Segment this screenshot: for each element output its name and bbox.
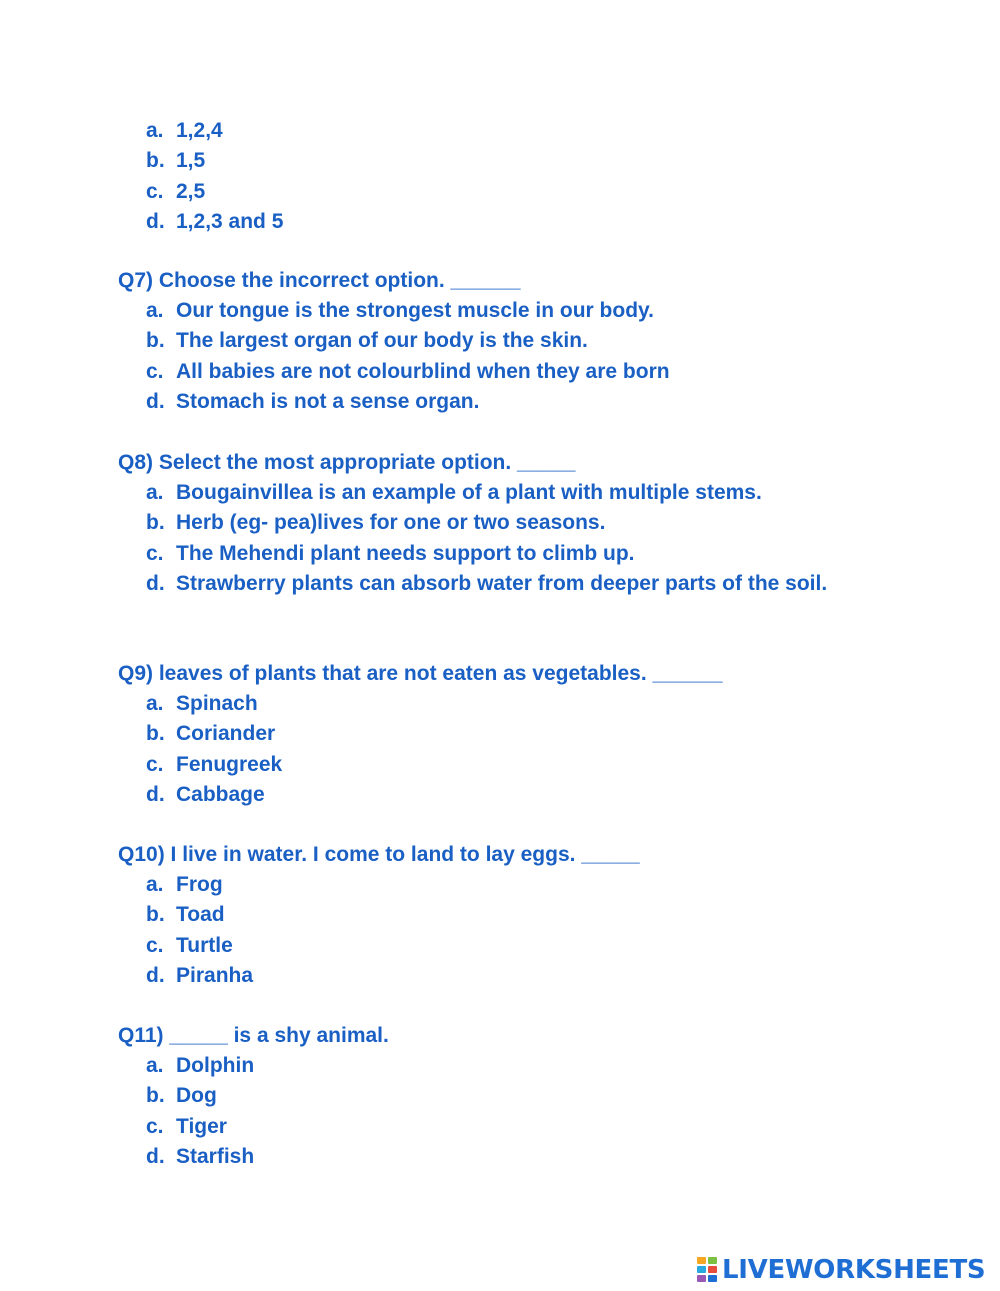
options-list bbox=[118, 296, 856, 417]
option-c[interactable]: c. Tiger bbox=[146, 1114, 227, 1138]
option-c[interactable]: c. Turtle bbox=[146, 933, 233, 957]
option-c[interactable]: c. The Mehendi plant needs support to climb up. bbox=[146, 541, 635, 565]
option-b[interactable]: b. Toad bbox=[146, 903, 225, 927]
option-c[interactable]: c. Fenugreek bbox=[146, 752, 283, 776]
question-text: Q11) _____ is a shy animal. bbox=[118, 1024, 389, 1047]
question-block-q8 bbox=[118, 448, 856, 599]
option-d[interactable]: d. Stomach is not a sense organ. bbox=[146, 389, 480, 413]
options-list bbox=[118, 478, 856, 599]
question-text: Q8) Select the most appropriate option. _____ bbox=[118, 451, 576, 474]
option-c[interactable]: c. 2,5 bbox=[146, 179, 206, 203]
question-text: Q10) I live in water. I come to land to lay eggs. _____ bbox=[118, 843, 640, 866]
option-a[interactable]: a. Spinach bbox=[146, 692, 258, 715]
question-block-q9 bbox=[118, 659, 856, 810]
option-b[interactable]: b. Coriander bbox=[146, 722, 276, 746]
option-b[interactable]: b. 1,5 bbox=[146, 149, 206, 173]
option-b[interactable]: b. Dog bbox=[146, 1084, 217, 1108]
option-d[interactable]: d. 1,2,3 and 5 bbox=[146, 209, 284, 233]
options-list bbox=[118, 1051, 856, 1172]
option-a[interactable]: a. Our tongue is the strongest muscle in our body. bbox=[146, 299, 654, 322]
option-a[interactable]: a. 1,2,4 bbox=[146, 119, 223, 142]
option-b[interactable]: b. The largest organ of our body is the skin. bbox=[146, 329, 588, 353]
option-d[interactable]: d. Piranha bbox=[146, 963, 254, 987]
option-a[interactable]: a. Frog bbox=[146, 873, 223, 896]
question-text: Q9) leaves of plants that are not eaten as vegetables. ______ bbox=[118, 662, 723, 685]
option-d[interactable]: d. Starfish bbox=[146, 1144, 255, 1168]
question-block-q6-options bbox=[118, 116, 856, 237]
options-list bbox=[118, 870, 856, 991]
option-a[interactable]: a. Dolphin bbox=[146, 1054, 255, 1077]
liveworksheets-logo-icon bbox=[697, 1257, 719, 1283]
options-list bbox=[118, 689, 856, 810]
question-block-q10 bbox=[118, 840, 856, 991]
liveworksheets-logo[interactable] bbox=[697, 1254, 985, 1286]
options-list bbox=[118, 116, 856, 237]
question-text: Q7) Choose the incorrect option. ______ bbox=[118, 269, 521, 292]
logo-text: LIVEWORKSHEETS bbox=[722, 1255, 986, 1285]
option-b[interactable]: b. Herb (eg- pea)lives for one or two seasons. bbox=[146, 511, 606, 535]
option-c[interactable]: c. All babies are not colourblind when they are born bbox=[146, 359, 670, 383]
option-a[interactable]: a. Bougainvillea is an example of a plant with multiple stems. bbox=[146, 481, 762, 504]
option-d[interactable]: d. Strawberry plants can absorb water from deeper parts of the soil. bbox=[146, 571, 828, 595]
option-d[interactable]: d. Cabbage bbox=[146, 782, 265, 806]
question-block-q7 bbox=[118, 266, 856, 417]
question-block-q11 bbox=[118, 1021, 856, 1172]
